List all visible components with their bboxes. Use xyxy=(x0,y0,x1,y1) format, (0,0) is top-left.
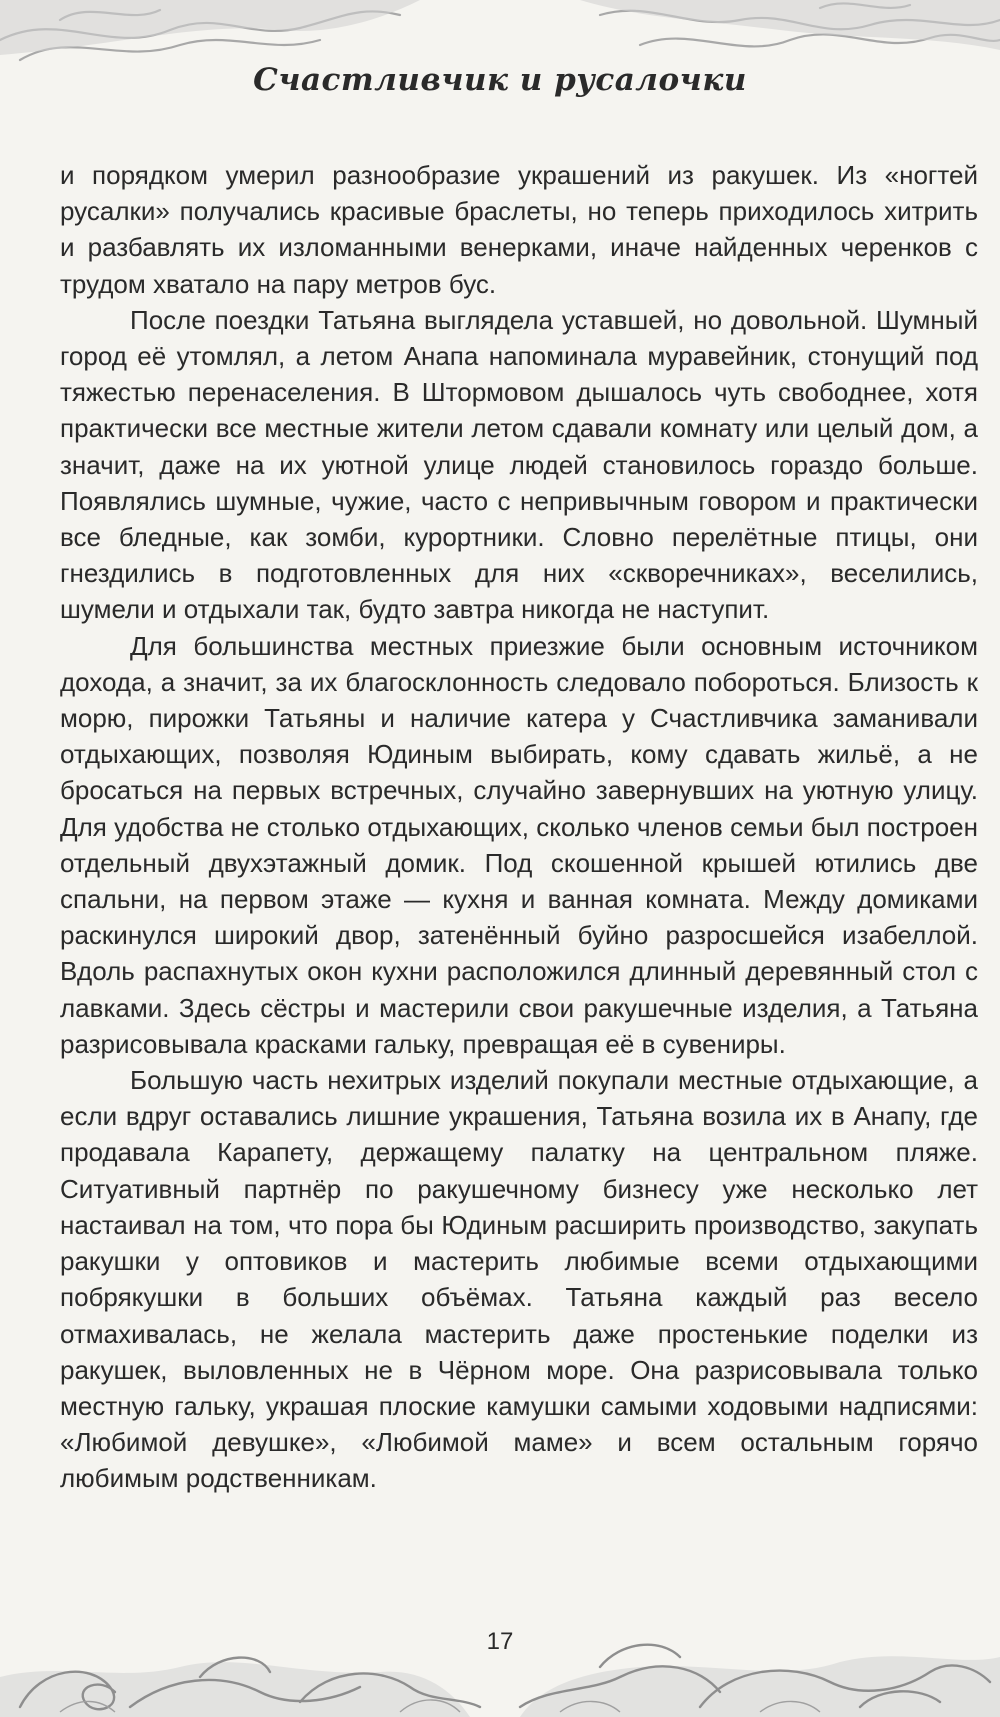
paragraph: После поездки Татьяна выглядела уставшей, но довольной. Шумный город её утомлял, а летом Анапа напоминала муравейник, стонущий под тяжестью перенаселения. В Штормовом дышалось чуть свободнее, хотя практически все местные жители летом сдавали комнату или целый дом, а значит, даже на их уютной улице людей становилось гораздо больше. Появлялись шумные, чужие, часто с непривычным говором и практически все бледные, как зомби, курортники. Словно перелётные птицы, они гнездились в подготовленных для них «скворечниках», веселились, шумели и отдыхали так, будто завтра никогда не наступит. xyxy=(60,304,978,625)
paragraph: Большую часть нехитрых изделий покупали местные отдыхающие, а если вдруг оставались лишние украшения, Татьяна возила их в Анапу, где продавала Карапету, держащему палатку на центральном пляже. Ситуативный партнёр по ракушечному бизнесу уже несколько лет настаивал на том, что пора бы Юдиным расширить производство, закупать ракушки у оптовиков и мастерить любимые всеми отдыхающими побрякушки в больших объёмах. Татьяна каждый раз весело отмахивалась, не желала мастерить даже простенькие поделки из ракушек, выловленных не в Чёрном море. Она разрисовывала только местную гальку, украшая плоские камушки самыми ходовыми надписями: «Любимой девушке», «Любимой маме» и всем остальным горячо любимым родственникам. xyxy=(60,1065,978,1494)
ornament-swirl xyxy=(600,1645,680,1667)
bottom-ornament-decoration xyxy=(0,1607,1000,1717)
body-text xyxy=(60,157,978,1497)
page-number: 17 xyxy=(486,1628,514,1655)
running-title: Счастливчик и русалочки xyxy=(253,62,747,98)
paragraph: Для большинства местных приезжие были основным источником дохода, а значит, за их благосклонность следовало побороться. Близость к морю, пирожки Татьяны и наличие катера у Счастливчика заманивали отдыхающих, позволяя Юдиным выбирать, кому сдавать жильё, а не бросаться на первых встречных, случайно завернувших на уютную улицу. Для удобства не столько отдыхающих, сколько членов семьи был построен отдельный двухэтажный домик. Под скошенной крышей ютились две спальни, на первом этаже — кухня и ванная комната. Между домиками раскинулся широкий двор, затенённый буйно разросшейся изабеллой. Вдоль распахнутых окон кухни расположился длинный деревянный стол с лавками. Здесь сёстры и мастерили свои ракушечные изделия, а Татьяна разрисовывала красками гальку, превращая её в сувениры. xyxy=(60,630,978,1059)
top-ornament-decoration xyxy=(0,0,1000,70)
paragraph: и порядком умерил разнообразие украшений из ракушек. Из «ногтей русалки» получались красивые браслеты, но теперь приходилось хитрить и разбавлять их изломанными венерками, иначе найденных черенков с трудом хватало на пару метров бус. xyxy=(60,160,978,299)
